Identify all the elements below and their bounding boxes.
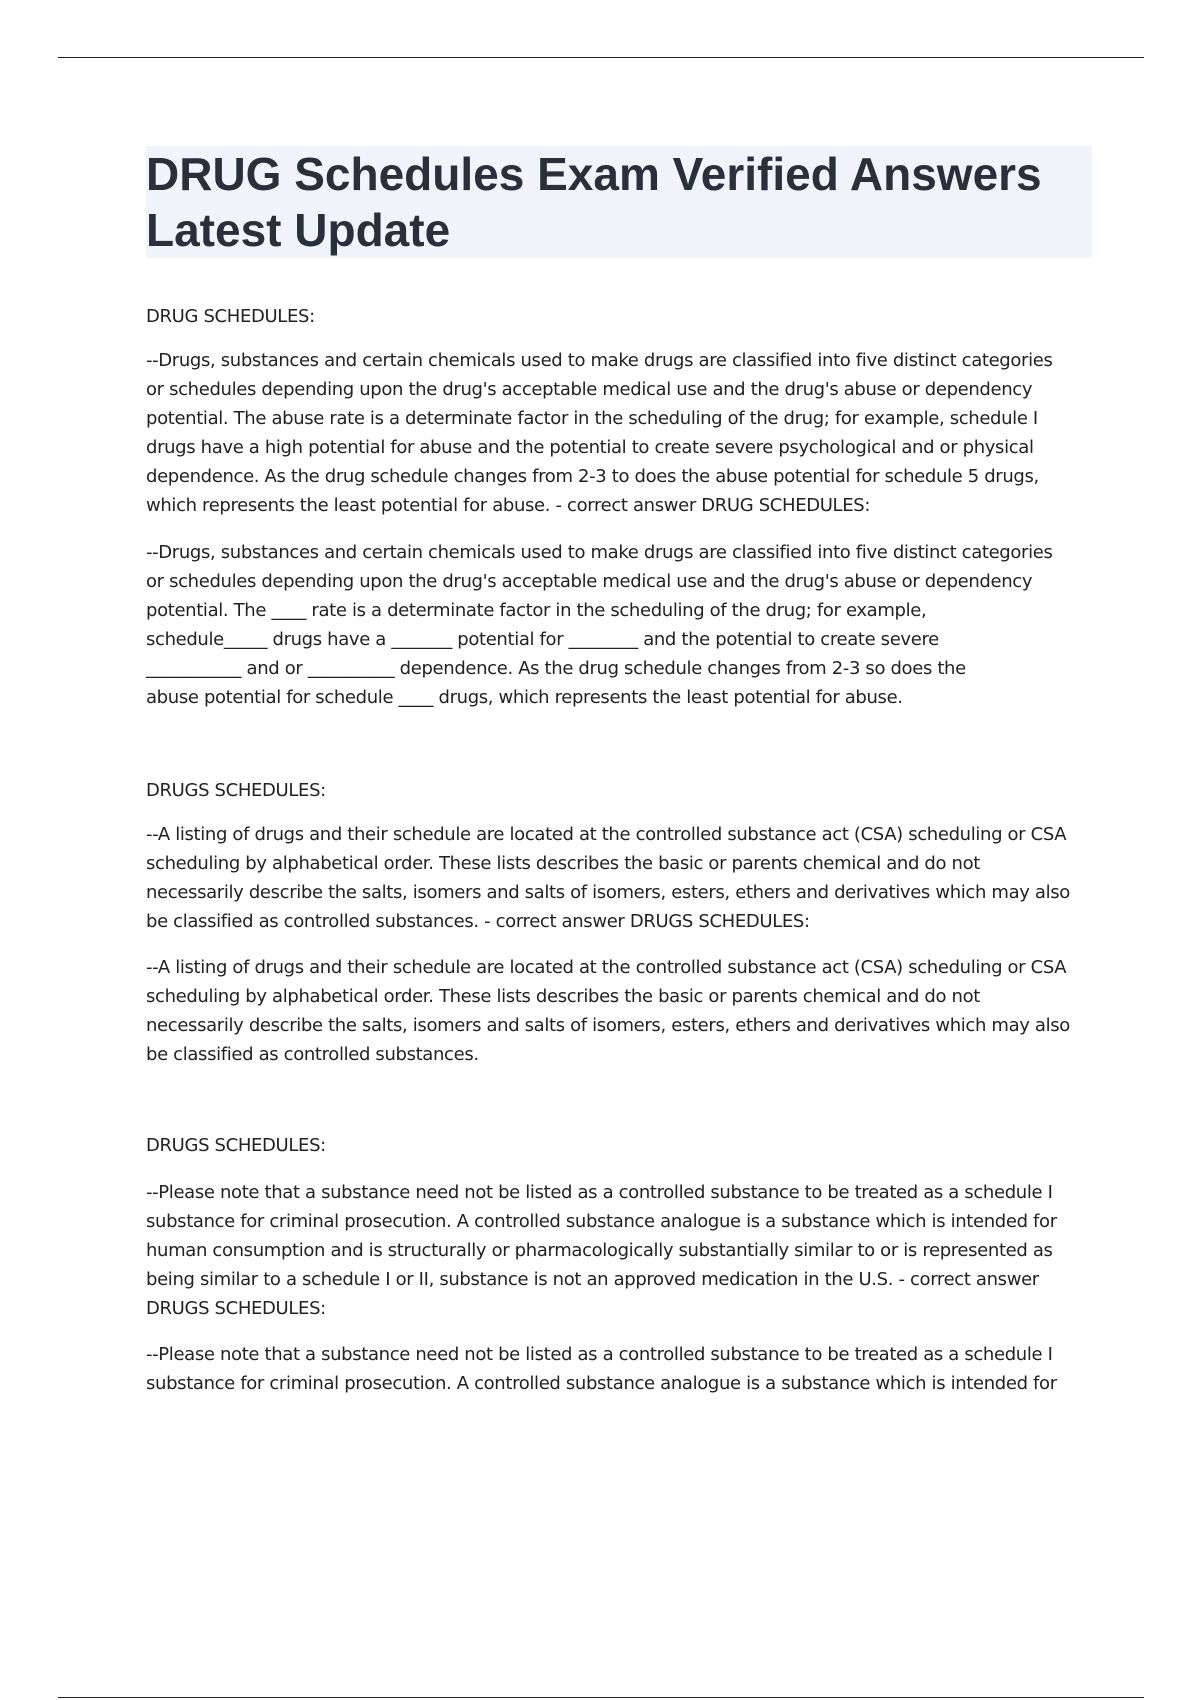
paragraph-line: --Drugs, substances and certain chemicals used to make drugs are classified into five distinct categories: [146, 542, 1053, 563]
paragraph-line: potential. The ____ rate is a determinate factor in the scheduling of the drug; for example,: [146, 600, 927, 621]
paragraph-line: --A listing of drugs and their schedule are located at the controlled substance act (CSA) scheduling or CSA: [146, 957, 1067, 978]
title-block: [146, 146, 1092, 258]
section-2-question: [146, 953, 1096, 1069]
paragraph-line: --Please note that a substance need not be listed as a controlled substance to be treated as a schedule I: [146, 1344, 1053, 1365]
section-1-heading-block: [146, 306, 1096, 328]
paragraph-line: substance for criminal prosecution. A controlled substance analogue is a substance which is intended for: [146, 1211, 1057, 1232]
section-heading: DRUG SCHEDULES:: [146, 306, 315, 327]
paragraph-line: which represents the least potential for abuse. - correct answer DRUG SCHEDULES:: [146, 495, 871, 516]
paragraph-line: being similar to a schedule I or II, substance is not an approved medication in the U.S. - correct answer: [146, 1269, 1039, 1290]
section-3-heading-block: [146, 1135, 1096, 1157]
paragraph-line: necessarily describe the salts, isomers and salts of isomers, esters, ethers and derivatives which may also: [146, 882, 1070, 903]
paragraph-line: scheduling by alphabetical order. These lists describes the basic or parents chemical and do not: [146, 853, 980, 874]
paragraph-line: --Drugs, substances and certain chemicals used to make drugs are classified into five distinct categories: [146, 350, 1053, 371]
paragraph-line: be classified as controlled substances.: [146, 1044, 479, 1065]
document-title-line-2: Latest Update: [146, 204, 451, 256]
paragraph-line: --Please note that a substance need not be listed as a controlled substance to be treated as a schedule I: [146, 1182, 1053, 1203]
paragraph-line: or schedules depending upon the drug's acceptable medical use and the drug's abuse or dependency: [146, 571, 1033, 592]
section-3-question: [146, 1340, 1096, 1398]
paragraph-line: dependence. As the drug schedule changes from 2-3 to does the abuse potential for schedule 5 drugs,: [146, 466, 1039, 487]
paragraph-line: DRUGS SCHEDULES:: [146, 1298, 326, 1319]
bottom-rule: [58, 1697, 1144, 1698]
paragraph-line: abuse potential for schedule ____ drugs, which represents the least potential for abuse.: [146, 687, 903, 708]
section-2-answer: [146, 820, 1096, 936]
paragraph-line: ___________ and or __________ dependence. As the drug schedule changes from 2-3 so does the: [146, 658, 966, 679]
section-1-answer: [146, 346, 1096, 520]
paragraph-line: --A listing of drugs and their schedule are located at the controlled substance act (CSA) scheduling or CSA: [146, 824, 1067, 845]
section-heading: DRUGS SCHEDULES:: [146, 1135, 326, 1156]
paragraph-line: or schedules depending upon the drug's acceptable medical use and the drug's abuse or dependency: [146, 379, 1033, 400]
paragraph-line: drugs have a high potential for abuse and the potential to create severe psychological and or physical: [146, 437, 1034, 458]
paragraph-line: potential. The abuse rate is a determinate factor in the scheduling of the drug; for example, schedule I: [146, 408, 1038, 429]
document-title-line-1: DRUG Schedules Exam Verified Answers: [146, 148, 1042, 200]
paragraph-line: necessarily describe the salts, isomers and salts of isomers, esters, ethers and derivatives which may also: [146, 1015, 1070, 1036]
paragraph-line: scheduling by alphabetical order. These lists describes the basic or parents chemical and do not: [146, 986, 980, 1007]
section-1-question: [146, 538, 1096, 712]
section-3-answer: [146, 1178, 1096, 1323]
paragraph-line: substance for criminal prosecution. A controlled substance analogue is a substance which is intended for: [146, 1373, 1057, 1394]
paragraph-line: human consumption and is structurally or pharmacologically substantially similar to or is represented as: [146, 1240, 1053, 1261]
paragraph-line: be classified as controlled substances. - correct answer DRUGS SCHEDULES:: [146, 911, 810, 932]
section-heading: DRUGS SCHEDULES:: [146, 780, 326, 801]
section-2-heading-block: [146, 780, 1096, 802]
top-rule: [58, 57, 1144, 58]
paragraph-line: schedule_____ drugs have a _______ potential for ________ and the potential to create severe: [146, 629, 939, 650]
